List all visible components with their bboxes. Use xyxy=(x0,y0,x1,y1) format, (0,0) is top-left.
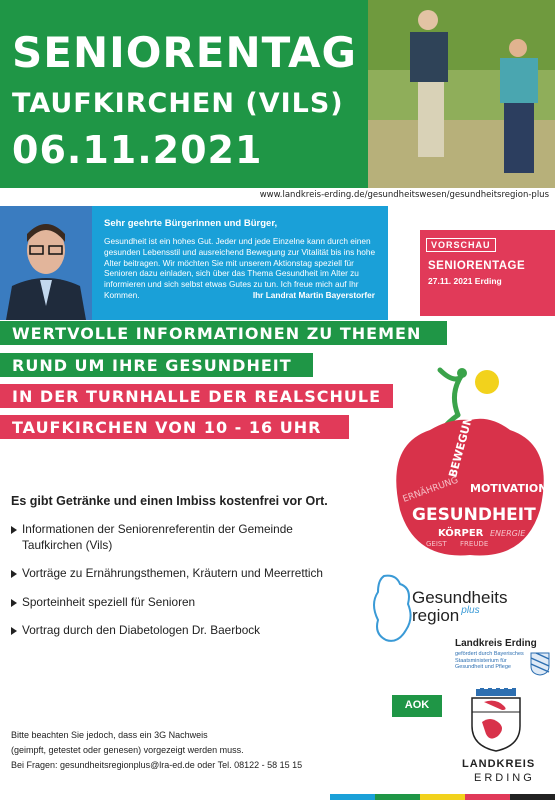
apple-word-motivation: MOTIVATION xyxy=(470,482,548,495)
gr-district: Landkreis Erding xyxy=(455,638,537,649)
event-location: TAUFKIRCHEN (VILS) xyxy=(12,88,344,119)
seniors-walking-photo xyxy=(368,0,555,188)
aok-logo: AOK xyxy=(392,695,442,717)
program-item: Informationen der Seniorenreferentin der Gemeinde Taufkirchen (Vils) xyxy=(11,522,351,553)
program-item: Vorträge zu Ernährungsthemen, Kräutern und Meerrettich xyxy=(11,566,351,582)
gr-title-line1: Gesundheits xyxy=(412,588,508,607)
bavaria-map-icon xyxy=(370,574,415,649)
program-list xyxy=(11,522,351,652)
apple-word-ernaehrung: ERNÄHRUNG xyxy=(401,475,460,505)
gr-title-line2: region $^{plus}$ xyxy=(412,605,480,625)
letter-signature: Ihr Landrat Martin Bayerstorfer xyxy=(252,289,375,300)
footer-line-3: Bei Fragen: gesundheitsregionplus@lra-ed.de oder Tel. 08122 - 58 15 15 xyxy=(11,760,303,770)
preview-date: 27.11. 2021 Erding xyxy=(428,276,502,286)
portrait-photo xyxy=(0,206,92,320)
erding-label: ERDING xyxy=(474,772,535,784)
gesundheitsregion-plus-logo xyxy=(370,568,555,680)
refreshments-note: Es gibt Getränke und einen Imbiss kostenfrei vor Ort. xyxy=(11,494,328,508)
apple-word-bewegung: BEWEGUNG xyxy=(446,406,478,479)
color-stripe xyxy=(330,794,555,800)
info-strip-1: WERTVOLLE INFORMATIONEN ZU THEMEN xyxy=(0,321,447,345)
preview-title: SENIORENTAGE xyxy=(428,260,526,272)
apple-word-geist: GEIST xyxy=(426,540,447,548)
footer-note xyxy=(11,728,302,773)
website-url[interactable]: www.landkreis-erding.de/gesundheitswesen/gesundheitsregion-plus xyxy=(259,190,549,200)
footer-line-1: Bitte beachten Sie jedoch, dass ein 3G Nachweis xyxy=(11,730,208,740)
health-apple-graphic xyxy=(390,360,555,560)
landkreis-label: LANDKREIS xyxy=(462,758,536,770)
info-strip-4: TAUFKIRCHEN VON 10 - 16 UHR xyxy=(0,415,349,439)
program-item: Sporteinheit speziell für Senioren xyxy=(11,595,351,611)
footer-line-2: (geimpft, getestet oder genesen) vorgezeigt werden muss. xyxy=(11,745,244,755)
preview-box xyxy=(420,230,555,316)
apple-word-freude: FREUDE xyxy=(460,540,489,548)
apple-word-gesundheit: GESUNDHEIT xyxy=(412,505,536,525)
apple-word-koerper: KÖRPER xyxy=(438,528,484,539)
letter-greeting: Sehr geehrte Bürgerinnen und Bürger, xyxy=(104,218,278,229)
letter-body xyxy=(104,236,379,301)
bavarian-crest-icon xyxy=(530,652,550,676)
event-date: 06.11.2021 xyxy=(12,128,263,172)
event-title: SENIORENTAG xyxy=(12,28,357,77)
greeting-letter xyxy=(92,206,388,320)
info-strip-3: IN DER TURNHALLE DER REALSCHULE xyxy=(0,384,393,408)
apple-word-energie: ENERGIE xyxy=(490,529,526,538)
program-item: Vortrag durch den Diabetologen Dr. Baerbock xyxy=(11,623,351,639)
landkreis-erding-crest-icon xyxy=(468,688,524,752)
gr-plus: plus xyxy=(461,605,480,616)
gr-funding-note: gefördert durch Bayerisches Staatsministerium für Gesundheit und Pflege xyxy=(455,651,524,670)
info-strip-2: RUND UM IHRE GESUNDHEIT xyxy=(0,353,313,377)
letter-text: Gesundheit ist ein hohes Gut. Jeder und jede Einzelne kann durch einen gesunden Lebensstil und ausreichend Bewegung zur Vitalität bis ins hohe Alter beitragen. Wir möchten Sie mit unserem Aktionstag speziell für Senioren dazu einladen, sich über das Thema Gesundheit im Alter zu informieren und sich selbst etwas Gutes zu tun. Ich freue mich auf Ihr Kommen. xyxy=(104,236,376,300)
preview-badge: VORSCHAU xyxy=(426,238,496,252)
